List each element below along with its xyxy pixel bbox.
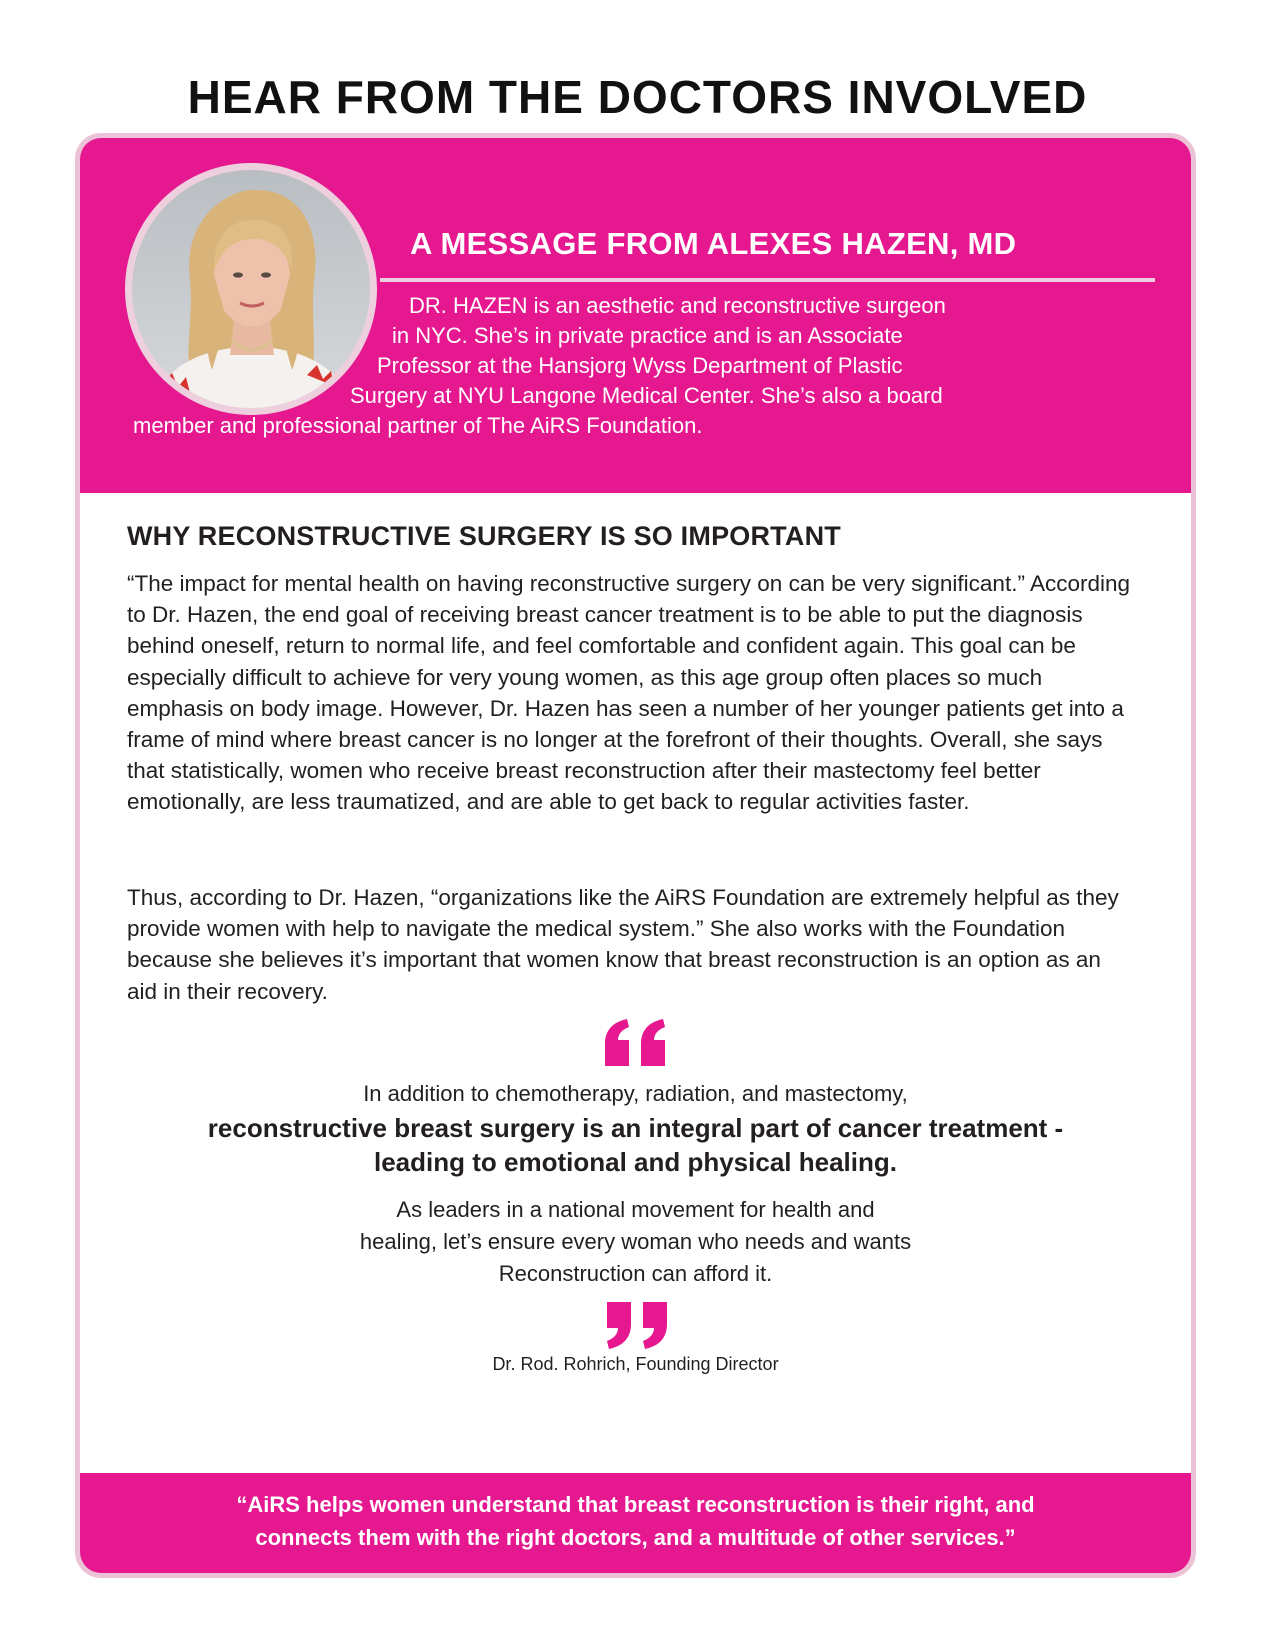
- page-title: HEAR FROM THE DOCTORS INVOLVED: [187, 71, 1088, 123]
- footer-quote: [80, 1488, 1191, 1554]
- bio-line: in NYC. She’s in private practice and is an Associate: [392, 323, 903, 348]
- bio-line: Surgery at NYU Langone Medical Center. She’s also a board: [350, 383, 943, 408]
- bio-line: DR. HAZEN is an aesthetic and reconstructive surgeon: [409, 293, 946, 318]
- quote-closing-line: Reconstruction can afford it.: [498, 1261, 773, 1286]
- quote-bold-line: reconstructive breast surgery is an integral part of cancer treatment -: [207, 1113, 1064, 1143]
- header-band: [80, 138, 1191, 493]
- doctor-portrait: [125, 163, 377, 415]
- bio-line: Professor at the Hansjorg Wyss Department of Plastic: [377, 353, 903, 378]
- close-quote-icon: [80, 1300, 1191, 1355]
- footer-quote-line: “AiRS helps women understand that breast reconstruction is their right, and: [236, 1492, 1035, 1517]
- body-paragraph: Thus, according to Dr. Hazen, “organizations like the AiRS Foundation are extremely helpful as they provide women with help to navigate the medical system.” She also works with the Foundation because she believes it’s important that women know that breast reconstruction is an option as an aid in their recovery.: [127, 885, 1119, 1004]
- quote-closing-line: healing, let’s ensure every woman who needs and wants: [359, 1229, 912, 1254]
- section-heading: WHY RECONSTRUCTIVE SURGERY IS SO IMPORTANT: [127, 521, 841, 551]
- doctor-message-card: [75, 133, 1196, 1578]
- quote-bold-line: leading to emotional and physical healing.: [374, 1147, 897, 1177]
- footer-band: [80, 1473, 1191, 1573]
- quote-closing-line: As leaders in a national movement for health and: [396, 1197, 875, 1222]
- title-divider: [380, 278, 1155, 282]
- footer-quote-line: connects them with the right doctors, and a multitude of other services.”: [255, 1525, 1016, 1550]
- quote-intro: In addition to chemotherapy, radiation, and mastectomy,: [363, 1081, 908, 1106]
- body-paragraph: “The impact for mental health on having reconstructive surgery on can be very significant.” According to Dr. Hazen, the end goal of receiving breast cancer treatment is to be able to put the diagnosis behind oneself, return to normal life, and feel comfortable and confident again. This goal can be especially difficult to achieve for very young women, as this age group often places so much emphasis on body image. However, Dr. Hazen has seen a number of her younger patients get into a frame of mind where breast cancer is no longer at the forefront of their thoughts. Overall, she says that statistically, women who receive breast reconstruction after their mastectomy feel better emotionally, are less traumatized, and are able to get back to regular activities faster.: [127, 571, 1130, 815]
- open-quote-icon: [80, 1018, 1191, 1073]
- quote-attribution: Dr. Rod. Rohrich, Founding Director: [492, 1354, 779, 1374]
- message-title: A MESSAGE FROM ALEXES HAZEN, MD: [410, 226, 1017, 261]
- bio-line: member and professional partner of The AiRS Foundation.: [133, 413, 703, 438]
